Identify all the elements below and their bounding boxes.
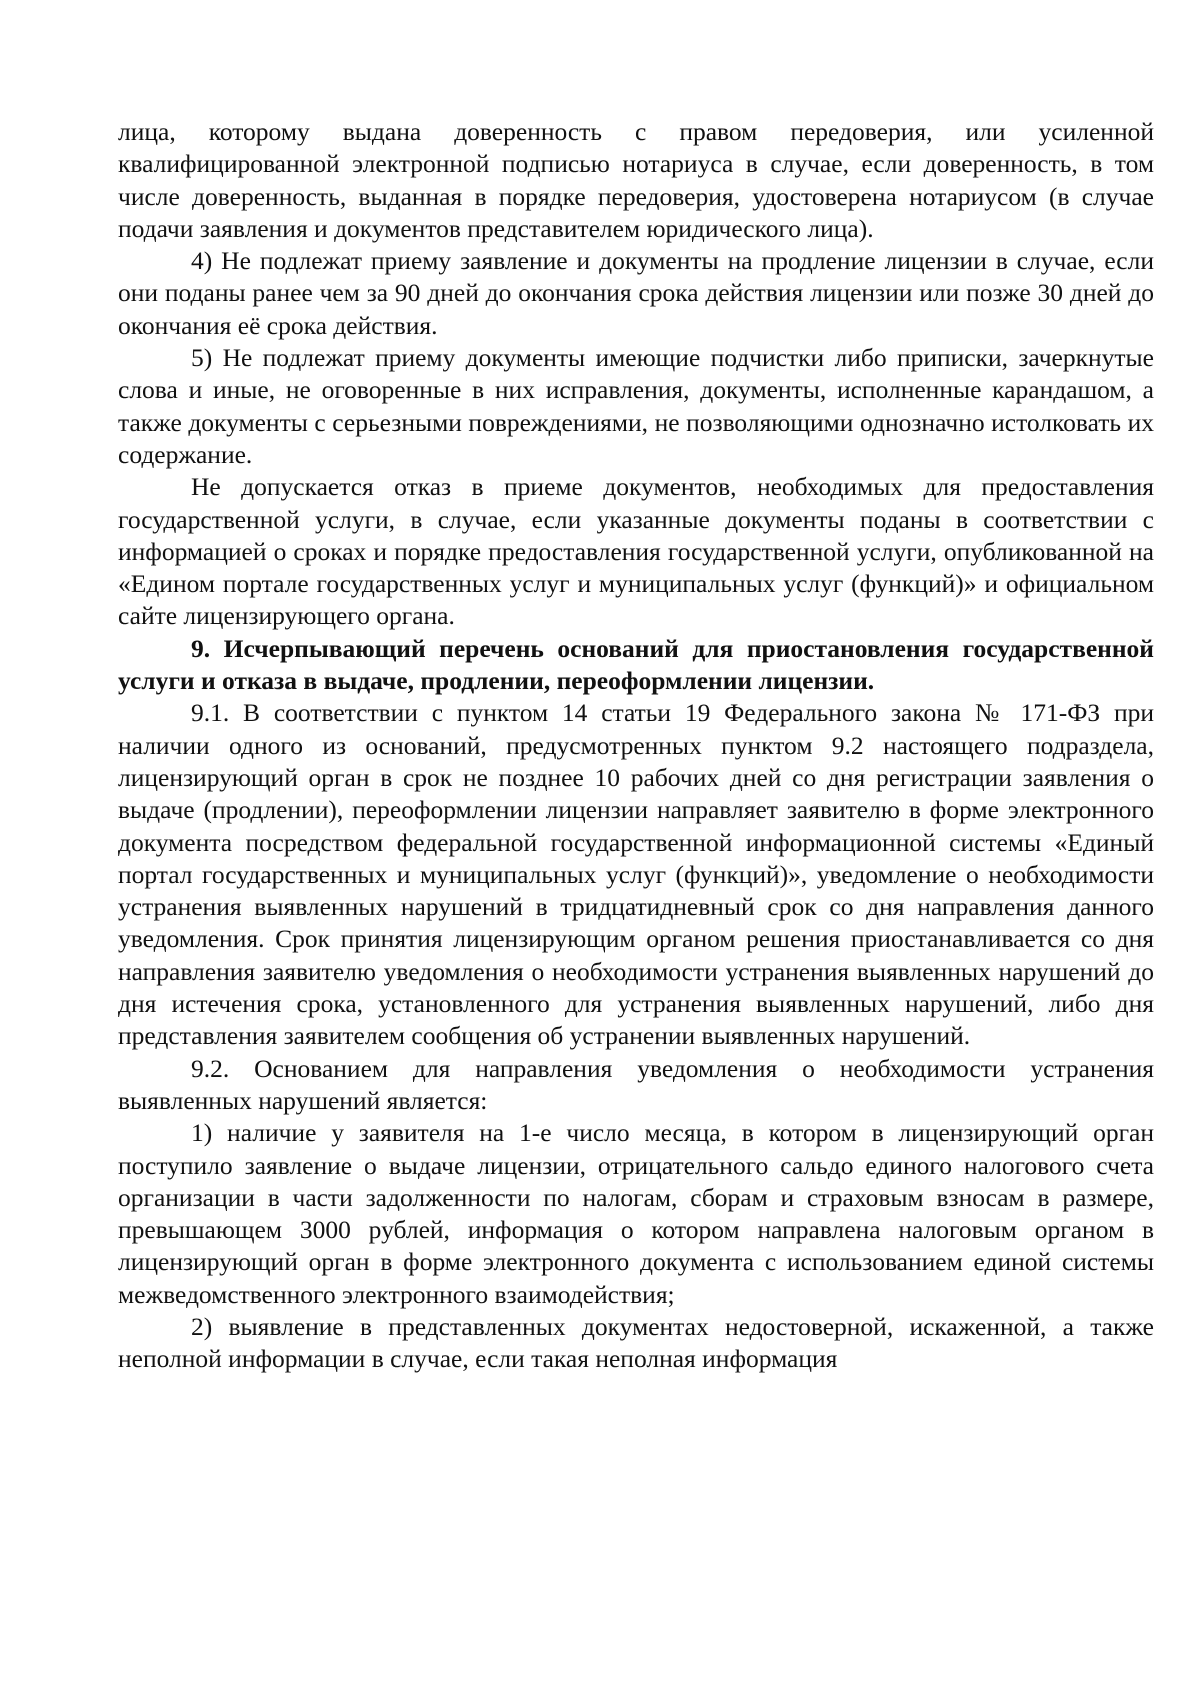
paragraph-notary-continuation: лица, которому выдана доверенность с правом передоверия, или усиленной квалифицированной электронной подписью нотариуса в случае, если доверенность, в том числе доверенность, выданная в порядке передоверия, удостоверена нотариусом (в случае подачи заявления и документов представителем юридического лица). — [118, 117, 1154, 243]
paragraph-refusal-not-allowed: Не допускается отказ в приеме документов, необходимых для предоставления государственной услуги, в случае, если указанные документы поданы в соответствии с информацией о сроках и порядке предоставления государственной услуги, опубликованной на «Едином портале государственных услуг и муниципальных услуг (функций)» и официальном сайте лицензирующего органа. — [118, 472, 1154, 631]
paragraph-9-2: 9.2. Основанием для направления уведомления о необходимости устранения выявленных нарушений является: — [118, 1053, 1154, 1115]
document-body — [118, 116, 1154, 1376]
paragraph-item-4: 4) Не подлежат приему заявление и документы на продление лицензии в случае, если они поданы ранее чем за 90 дней до окончания срока действия лицензии или позже 30 дней до окончания её срока действия. — [118, 246, 1154, 340]
paragraph-item-5: 5) Не подлежат приему документы имеющие подчистки либо приписки, зачеркнутые слова и иные, не оговоренные в них исправления, документы, исполненные карандашом, а также документы с серьезными повреждениями, не позволяющими однозначно истолковать их содержание. — [118, 343, 1154, 469]
paragraph-9-2-item-1: 1) наличие у заявителя на 1-е число месяца, в котором в лицензирующий орган поступило заявление о выдаче лицензии, отрицательного сальдо единого налогового счета организации в части задолженности по налогам, сборам и страховым взносам в размере, превышающем 3000 рублей, информация о котором направлена налоговым органом в лицензирующий орган в форме электронного документа с использованием единой системы межведомственного электронного взаимодействия; — [118, 1118, 1154, 1309]
paragraph-9-2-item-2: 2) выявление в представленных документах недостоверной, искаженной, а также неполной информации в случае, если такая неполная информация — [118, 1311, 1154, 1374]
section-heading-9: 9. Исчерпывающий перечень оснований для приостановления государственной услуги и отказа в выдаче, продлении, переоформлении лицензии. — [118, 633, 1154, 696]
paragraph-9-1: 9.1. В соответствии с пунктом 14 статьи 19 Федерального закона № 171-ФЗ при наличии одного из оснований, предусмотренных пунктом 9.2 настоящего подраздела, лицензирующий орган в срок не позднее 10 рабочих дней со дня регистрации заявления о выдаче (продлении), переоформлении лицензии направляет заявителю в форме электронного документа посредством федеральной государственной информационной системы «Единый портал государственных и муниципальных услуг (функций)», уведомление о необходимости устранения выявленных нарушений в тридцатидневный срок со дня направления данного уведомления. Срок принятия лицензирующим органом решения приостанавливается со дня направления заявителю уведомления о необходимости устранения выявленных нарушений до дня истечения срока, установленного для устранения выявленных нарушений, либо дня представления заявителем сообщения об устранении выявленных нарушений. — [118, 698, 1154, 1051]
